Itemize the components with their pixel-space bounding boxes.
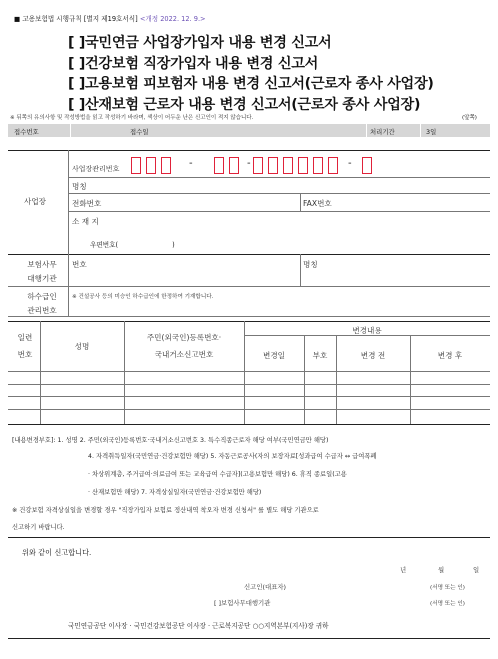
col-code-header: 부호 bbox=[312, 351, 328, 360]
workplace-phone-field[interactable] bbox=[110, 194, 296, 210]
form-reference bbox=[14, 13, 206, 23]
agency-number-label: 번호 bbox=[72, 260, 87, 269]
processing-period-label: 처리기간 bbox=[370, 128, 395, 136]
postal-open: 우편번호( bbox=[90, 241, 119, 249]
digit-box[interactable] bbox=[229, 157, 239, 174]
digit-box[interactable] bbox=[161, 157, 171, 174]
digit-box[interactable] bbox=[283, 157, 293, 174]
col-change-date-header: 변경일 bbox=[262, 351, 285, 360]
title-health-insurance: [ ]건강보험 직장가입자 내용 변경 신고서 bbox=[68, 56, 319, 72]
subcontract-label-line2: 관리번호 bbox=[27, 306, 57, 315]
table-row[interactable] bbox=[8, 372, 490, 384]
col-before-header: 변경 전 bbox=[360, 351, 386, 360]
table-row[interactable] bbox=[8, 385, 490, 396]
agency-label-line2: 대행기관 bbox=[27, 274, 57, 283]
health-note-line2: 신고하기 바랍니다. bbox=[12, 524, 65, 531]
separator: - bbox=[247, 158, 251, 169]
title-employment-insurance: [ ]고용보험 피보험자 내용 변경 신고서(근로자 종사 사업장) bbox=[68, 76, 434, 92]
workplace-name-label: 명칭 bbox=[72, 182, 87, 191]
receipt-date-label: 접수일 bbox=[130, 128, 149, 136]
digit-box[interactable] bbox=[268, 157, 278, 174]
agency-label-line1: 보험사무 bbox=[27, 260, 57, 269]
receipt-number-label: 접수번호 bbox=[14, 128, 39, 136]
workplace-section-label: 사업장 bbox=[24, 197, 47, 206]
digit-box[interactable] bbox=[298, 157, 308, 174]
notice-text: ※ 뒤쪽의 유의사항 및 작성방법을 읽고 작성하기 바라며, 색상이 어두운 난은 신고인이 적지 않습니다. bbox=[10, 115, 254, 121]
subcontract-section-label bbox=[22, 291, 62, 316]
separator: - bbox=[348, 158, 352, 169]
reporter-label: 신고인(대표자) bbox=[244, 583, 287, 591]
digit-box[interactable] bbox=[362, 157, 372, 174]
col-name-header: 성명 bbox=[74, 342, 90, 351]
recipients: 국민연금공단 이사장 · 국민건강보험공단 이사장 · 근로복지공단 ○○지역본부(지사)장 귀하 bbox=[68, 622, 329, 630]
change-codes-line4: · 산재보험만 해당) 7. 자격상실일자(국민연금·건강보험만 해당) bbox=[88, 489, 262, 496]
workplace-postal-label bbox=[90, 239, 175, 249]
col-id-header bbox=[124, 332, 244, 360]
agency-check[interactable]: [ ]보험사무대행기관 bbox=[214, 599, 271, 607]
col-serial-line2: 번호 bbox=[17, 350, 33, 359]
digit-box[interactable] bbox=[214, 157, 224, 174]
agency-number-field[interactable] bbox=[96, 256, 296, 284]
col-serial-header bbox=[10, 332, 40, 360]
subcontract-number-field[interactable] bbox=[70, 300, 486, 314]
agency-sign[interactable]: (서명 또는 인) bbox=[430, 601, 465, 607]
workplace-address-label: 소 재 지 bbox=[72, 217, 99, 226]
digit-box[interactable] bbox=[253, 157, 263, 174]
declaration-text: 위와 같이 신고합니다. bbox=[22, 548, 92, 557]
col-id-line1: 주민(외국인)등록번호· bbox=[146, 333, 222, 342]
change-codes-line2: 4. 자격취득일자(국민연금·건강보험만 해당) 5. 자동근로공사(자의 보장자료[성과급여 수급자 ↔ 급여폭폐 bbox=[88, 453, 377, 460]
month-label: 월 bbox=[438, 566, 445, 574]
workplace-fax-field[interactable] bbox=[340, 194, 486, 210]
subcontract-note: ※ 건설공사 등의 미승인 하수급인에 한정하여 기재합니다. bbox=[72, 294, 214, 300]
law-note: 고용보험법 시행규칙 [별지 제19호서식] bbox=[22, 15, 138, 23]
bullet-icon: ■ bbox=[14, 15, 21, 23]
col-serial-line1: 일련 bbox=[17, 333, 33, 342]
digit-box[interactable] bbox=[313, 157, 323, 174]
subcontract-label-line1: 하수급인 bbox=[27, 292, 57, 301]
page-mark: (앞쪽) bbox=[462, 115, 477, 121]
col-after-header: 변경 후 bbox=[437, 351, 463, 360]
col-id-line2: 국내거소신고번호 bbox=[154, 350, 214, 359]
digit-box[interactable] bbox=[328, 157, 338, 174]
change-codes-line1: [내용변경부호]: 1. 성명 2. 주민(외국인)등록번호·국내거소신고번호 3. 특수직종근로자 해당 여부(국민연금만 해당) bbox=[12, 437, 329, 444]
separator: - bbox=[189, 158, 193, 169]
receipt-row bbox=[8, 124, 490, 137]
day-label: 일 bbox=[473, 566, 480, 574]
title-national-pension: [ ]국민연금 사업장가입자 내용 변경 신고서 bbox=[68, 35, 332, 51]
title-industrial-accident: [ ]산재보험 근로자 내용 변경 신고서(근로자 종사 사업장) bbox=[68, 97, 421, 113]
reporter-sign[interactable]: (서명 또는 인) bbox=[430, 585, 465, 591]
digit-box[interactable] bbox=[146, 157, 156, 174]
col-change-header: 변경내용 bbox=[352, 326, 382, 335]
workplace-name-field[interactable] bbox=[100, 178, 486, 192]
processing-period-value: 3일 bbox=[426, 128, 437, 136]
agency-section-label bbox=[22, 259, 62, 284]
table-row[interactable] bbox=[8, 397, 490, 409]
workplace-mgmt-no-label: 사업장관리번호 bbox=[72, 165, 120, 173]
table-row[interactable] bbox=[8, 410, 490, 424]
health-note-line1: ※ 건강보험 자격상실일을 변경할 경우 "직장가입자 보험료 정산내역 착오자 변경 신청서" 를 별도 해당 기관으로 bbox=[12, 507, 319, 514]
postal-close: ) bbox=[172, 241, 175, 249]
digit-box[interactable] bbox=[131, 157, 141, 174]
revision-date: <개정 2022. 12. 9.> bbox=[139, 15, 206, 23]
workplace-phone-label: 전화번호 bbox=[72, 199, 102, 208]
workplace-fax-label: FAX번호 bbox=[303, 199, 332, 208]
change-codes-line3: · 차상위계층, 주거급여·의료급여 또는 교육급여 수급자](고용보험만 해당) 6. 휴직 종료일(고용 bbox=[88, 471, 347, 478]
year-label: 년 bbox=[400, 566, 407, 574]
agency-name-field[interactable] bbox=[330, 256, 486, 284]
agency-name-label: 명칭 bbox=[303, 260, 318, 269]
